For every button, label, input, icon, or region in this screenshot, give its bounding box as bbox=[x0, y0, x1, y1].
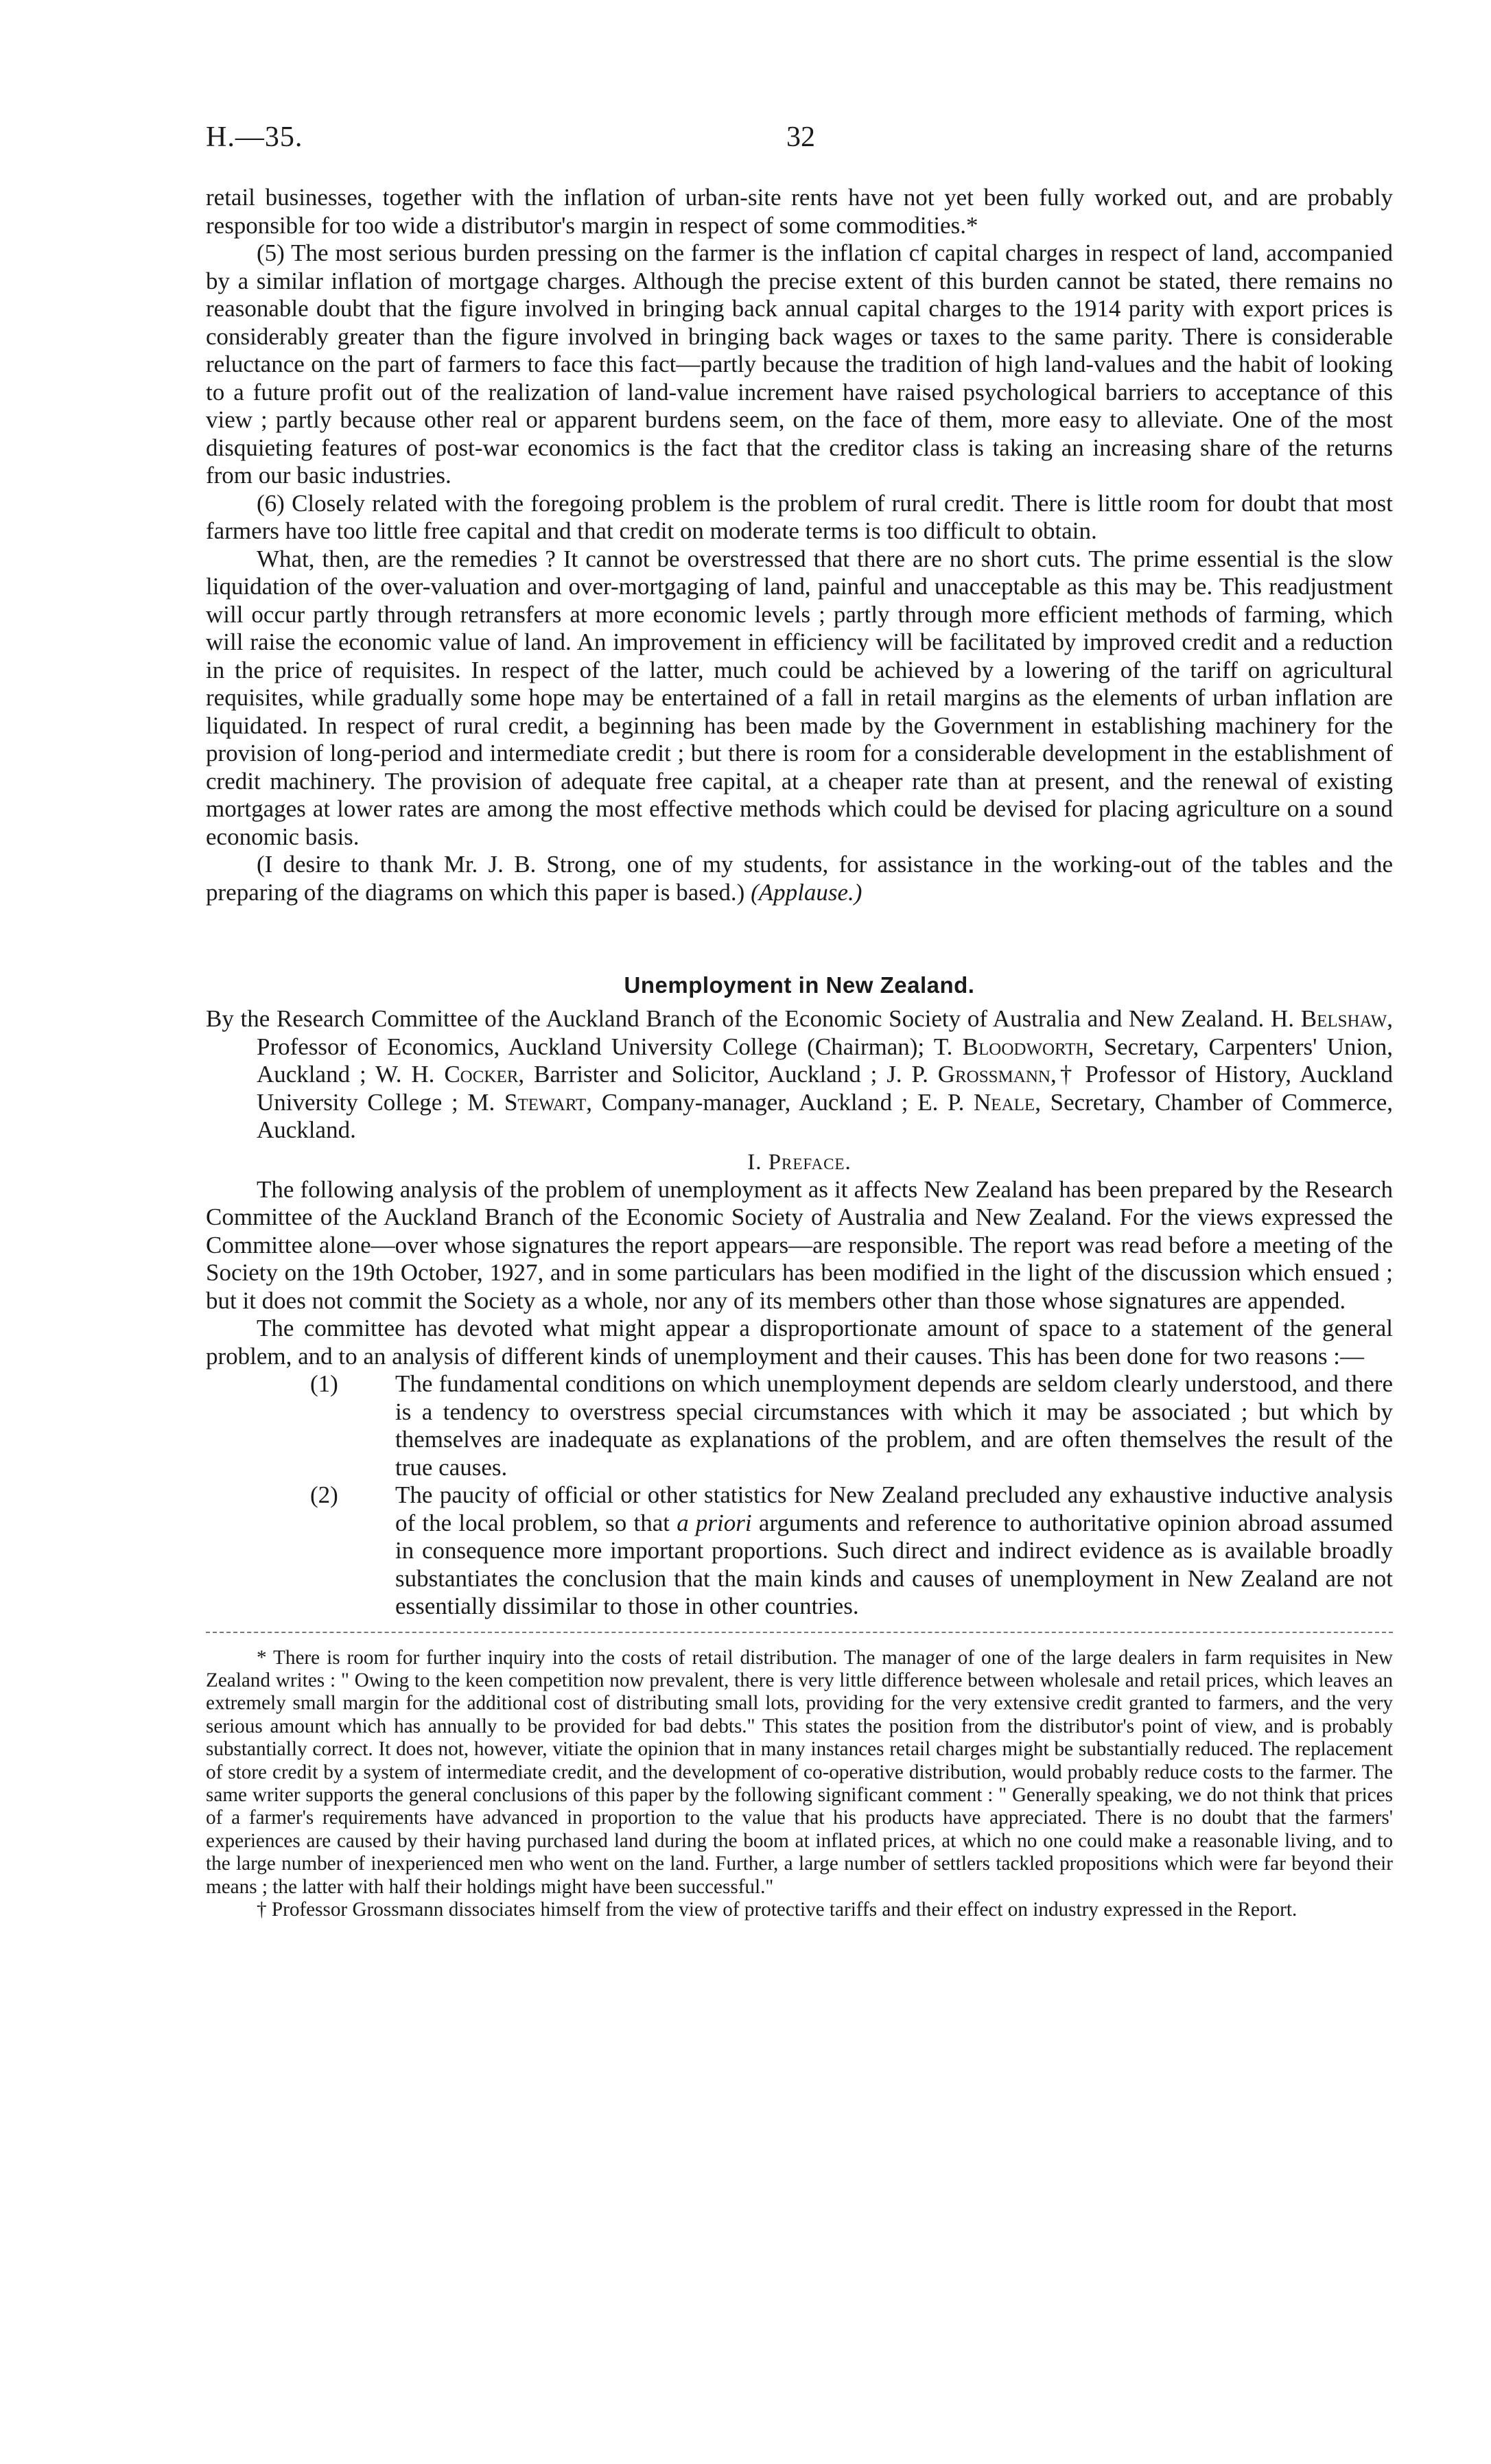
list-item bbox=[206, 1481, 1393, 1621]
author-role: , Professor of Economics, Auckland University College (Chairman); T. bbox=[257, 1005, 1394, 1060]
footnote-asterisk: * There is room for further inquiry into the costs of retail distribution. The manager of one of the large dealers in farm requisites in New Zealand writes : " Owing to the keen competition now prevalent, there is very little difference between wholesale and retail prices, which leaves an extremely small margin for the additional cost of distributing small lots, providing for the very extensive credit granted to farmers, and the very serious amount which has annually to be provided for bad debts." This states the position from the distributor's point of view, and is probably substantially correct. It does not, however, vitiate the opinion that in many instances retail charges might be substantially reduced. The replacement of store credit by a system of intermediate credit, and the development of co-operative distribution, would probably reduce costs to the farmer. The same writer supports the general conclusions of this paper by the following significant comment : " Generally speaking, we do not think that prices of a farmer's requirements have advanced in proportion to the value that his products have appreciated. There is no doubt that the farmers' experiences are caused by their having purchased land during the boom at inflated prices, at which no one could make a reasonable living, and to the large number of inexperienced men who went on the land. Further, a large number of settlers tackled propositions which were far beyond their means ; the latter with half their holdings might have been successful." bbox=[206, 1646, 1393, 1898]
author-name: Bloodworth bbox=[962, 1033, 1088, 1060]
italic-phrase: a priori bbox=[677, 1509, 752, 1536]
footnote-divider bbox=[206, 1632, 1393, 1633]
document-reference: H.—35. bbox=[206, 121, 303, 153]
subsection-heading: I. Preface. bbox=[747, 1149, 852, 1175]
author-name: Stewart bbox=[504, 1088, 587, 1116]
paragraph-preface-1: The following analysis of the problem of unemployment as it affects New Zealand has been prepared by the Research Committee of the Auckland Branch of the Economic Society of Australia and New Zealand. For the views expressed the Committee alone—over whose signatures the report appears—are responsible. The report was read before a meeting of the Society on the 19th October, 1927, and in some particulars has been modified in the light of the discussion which ensued ; but it does not commit the Society as a whole, nor any of its members other than those whose signatures are appended. bbox=[206, 1175, 1393, 1314]
footnote-dagger: † Professor Grossmann dissociates himself from the view of protective tariffs and their effect on industry expressed in the Report. bbox=[257, 1898, 1298, 1921]
paragraph-acknowledgement bbox=[206, 851, 1393, 906]
paragraph-capital-charges: (5) The most serious burden pressing on the farmer is the inflation cf capital charges in respect of land, accompanied by a similar inflation of mortgage charges. Although the precise extent of this burden cannot be stated, there remains no reasonable doubt that the figure involved in bringing back annual capital charges to the 1914 parity with export prices is considerably greater than the figure involved in bringing back wages or taxes to the same parity. There is considerable reluctance on the part of farmers to face this fact—partly because the tradition of high land-values and the habit of looking to a future profit out of the realization of land-value increment have raised psychological barriers to acceptance of this view ; partly because other real or apparent burdens seem, on the face of them, more easy to alleviate. One of the most disquieting features of post-war economics is the fact that the creditor class is taking an increasing share of the returns from our basic industries. bbox=[206, 239, 1393, 489]
list-item-text: The paucity of official or other statistics for New Zealand precluded any exhaustive inductive analysis of the local problem, so that bbox=[395, 1481, 1393, 1536]
author-role: ,† Professor of History, Auckland University College ; M. bbox=[257, 1061, 1394, 1116]
paragraph-rural-credit: (6) Closely related with the foregoing problem is the problem of rural credit. There is little room for doubt that most farmers have too little free capital and that credit on moderate terms is too difficult to obtain. bbox=[206, 489, 1393, 544]
author-role: , Barrister and Solicitor, Auckland ; J. P. bbox=[518, 1061, 928, 1088]
author-role: , Company-manager, Auckland ; E. P. bbox=[586, 1088, 965, 1116]
list-item bbox=[206, 1370, 1393, 1481]
list-item-number: (2) bbox=[310, 1481, 338, 1508]
list-item-text: The fundamental conditions on which unemployment depends are seldom clearly understood, and there is a tendency to overstress special circumstances with which it may be associated ; but which by themselves are inadequate as explanations of the problem, and are often themselves the result of the true causes. bbox=[395, 1370, 1393, 1481]
author-name: Belshaw bbox=[1300, 1005, 1387, 1032]
list-item-number: (1) bbox=[310, 1370, 338, 1397]
author-name: Cocker bbox=[444, 1061, 519, 1088]
author-name: Grossmann bbox=[937, 1061, 1050, 1088]
applause-note: (Applause.) bbox=[751, 878, 862, 906]
author-role: , Secretary, Carpenters' Union, Auckland ; W. H. bbox=[257, 1033, 1394, 1088]
author-role: , Secretary, Chamber of Commerce, Auckland. bbox=[257, 1088, 1394, 1143]
page-number: 32 bbox=[786, 121, 815, 153]
page-header bbox=[206, 121, 1393, 162]
paragraph-preface-2: The committee has devoted what might appear a disproportionate amount of space to a statement of the general problem, and to an analysis of different kinds of unemployment and their causes. This has been done for two reasons :— bbox=[206, 1315, 1393, 1370]
section-byline bbox=[206, 1005, 1393, 1145]
page-body bbox=[206, 184, 1393, 1921]
section-title: Unemployment in New Zealand. bbox=[624, 972, 975, 998]
paragraph-remedies: What, then, are the remedies ? It cannot be overstressed that there are no short cuts. The prime essential is the slow liquidation of the over-valuation and over-mortgaging of land, painful and unacceptable as this may be. This readjustment will occur partly through retransfers at more economic levels ; partly through more efficient methods of farming, which will raise the economic value of land. An improvement in efficiency will be facilitated by improved credit and a reduction in the price of requisites. In respect of the latter, much could be achieved by a lowering of the tariff on agricultural requisites, while gradually some hope may be entertained of a fall in retail margins as the elements of urban inflation are liquidated. In respect of rural credit, a beginning has been made by the Government in establishing machinery for the provision of long-period and intermediate credit ; but there is room for a considerable development in the establishment of credit machinery. The provision of adequate free capital, at a cheaper rate than at present, and the renewal of existing mortgages at lower rates are among the most effective methods which could be devised for placing agriculture on a sound economic basis. bbox=[206, 545, 1393, 850]
list-item-text: arguments and reference to authoritative opinion abroad assumed in consequence more important proportions. Such direct and indirect evidence as is available broadly substantiates the conclusion that the main kinds and causes of unemployment in New Zealand are not essentially dissimilar to those in other countries. bbox=[395, 1509, 1393, 1619]
author-name: Neale bbox=[974, 1088, 1035, 1116]
paragraph-continued: retail businesses, together with the inflation of urban-site rents have not yet been fully worked out, and are probably responsible for too wide a distributor's margin in respect of some commodities.* bbox=[206, 184, 1393, 239]
byline-intro: By the Research Committee of the Auckland Branch of the Economic Society of Australia and New Zealand. H. bbox=[206, 1005, 1295, 1032]
acknowledgement-text: (I desire to thank Mr. J. B. Strong, one of my students, for assistance in the working-out of the tables and the preparing of the diagrams on which this paper is based.) bbox=[206, 851, 1393, 906]
